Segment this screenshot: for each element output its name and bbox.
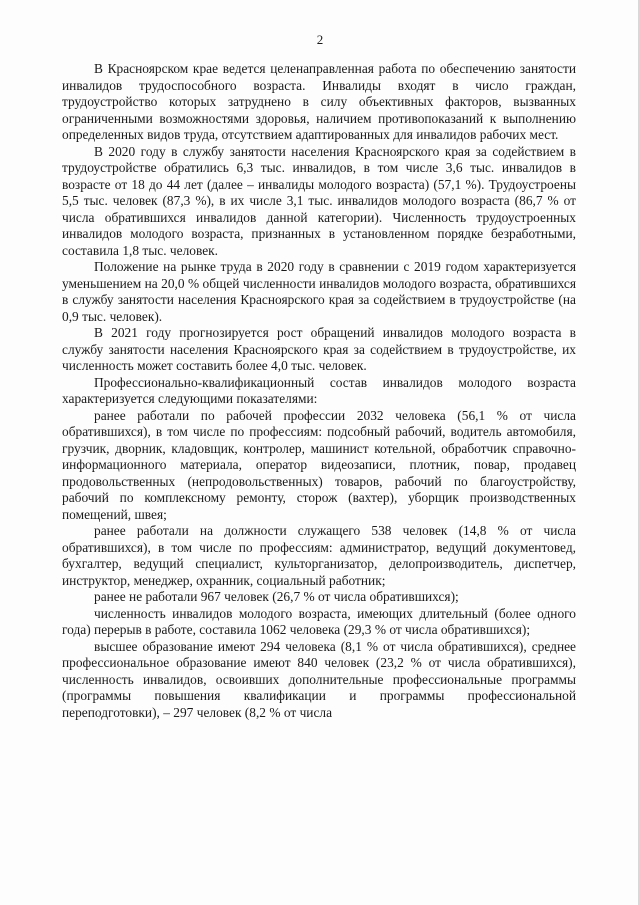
- paragraph-never-worked: ранее не работали 967 человек (26,7 % от числа обратившихся);: [94, 589, 459, 604]
- paragraph-worker-professions: ранее работали по рабочей профессии 2032 человека (56,1 % от числа обратившихся), в том числе по профессиям: подсобный рабочий, водитель автомобиля, грузчик, дворник, кладовщик, контролер, машинист котельной, обработчик справочно-информационного материала, оператор видеозаписи, плотник, повар, продавец продовольственных (непродовольственных) товаров, рабочий по благоустройству, рабочий по комплексному ремонту, сторож (вахтер), уборщик производственных помещений, швея;: [62, 407, 576, 522]
- paragraph-2020-statistics: В 2020 году в службу занятости населения Красноярского края за содействием в трудоустройстве обратились 6,3 тыс. инвалидов, в том числе 3,6 тыс. инвалидов в возрасте от 18 до 44 лет (далее – инвалиды молодого возраста) (57,1 %). Трудоустроены 5,5 тыс. человек (87,3 %), в их числе 3,1 тыс. инвалидов молодого возраста (86,7 % от числа обратившихся инвалидов данной категории). Численность трудоустроенных инвалидов молодого возраста, признанных в установленном порядке безработными, составила 1,8 тыс. человек.: [62, 143, 576, 258]
- paragraph-employee-positions: ранее работали на должности служащего 538 человек (14,8 % от числа обратившихся), в том числе по профессиям: администратор, ведущий документовед, бухгалтер, ведущий специалист, культорганизатор, делопроизводитель, диспетчер, инструктор, менеджер, охранник, социальный работник;: [62, 523, 576, 588]
- paragraph-2021-forecast: В 2021 году прогнозируется рост обращений инвалидов молодого возраста в службу занятости населения Красноярского края за содействием в трудоустройстве, их численность может составить более 4,0 тыс. человек.: [62, 325, 576, 373]
- paragraph-qualification-intro: Профессионально-квалификационный состав инвалидов молодого возраста характеризуется следующими показателями:: [62, 374, 576, 406]
- paragraph-education: высшее образование имеют 294 человека (8,1 % от числа обратившихся), среднее профессиональное образование имеют 840 человек (23,2 % от числа обратившихся), численность инвалидов, освоивших дополнительные профессиональные программы (программы повышения квалификации и программы профессиональной переподготовки), – 297 человек (8,2 % от числа: [62, 638, 576, 720]
- paragraph-employment-intro: В Красноярском крае ведется целенаправленная работа по обеспечению занятости инвалидов трудоспособного возраста. Инвалиды входят в число граждан, трудоустройство которых затруднено в силу объективных факторов, вызванных ограниченными возможностями здоровья, наличием противопоказаний к выполнению определенных видов труда, отсутствием адаптированных для инвалидов рабочих мест.: [62, 61, 576, 142]
- paragraph-long-break: численность инвалидов молодого возраста, имеющих длительный (более одного года) перерыв в работе, составила 1062 человека (29,3 % от числа обратившихся);: [62, 605, 576, 637]
- paragraph-labor-market: Положение на рынке труда в 2020 году в сравнении с 2019 годом характеризуется уменьшением на 20,0 % общей численности инвалидов молодого возраста, обратившихся в службу занятости населения Красноярского края за содействием в трудоустройстве (на 0,9 тыс. человек).: [62, 259, 576, 324]
- document-body: [62, 61, 576, 721]
- page-number: 2: [316, 32, 324, 47]
